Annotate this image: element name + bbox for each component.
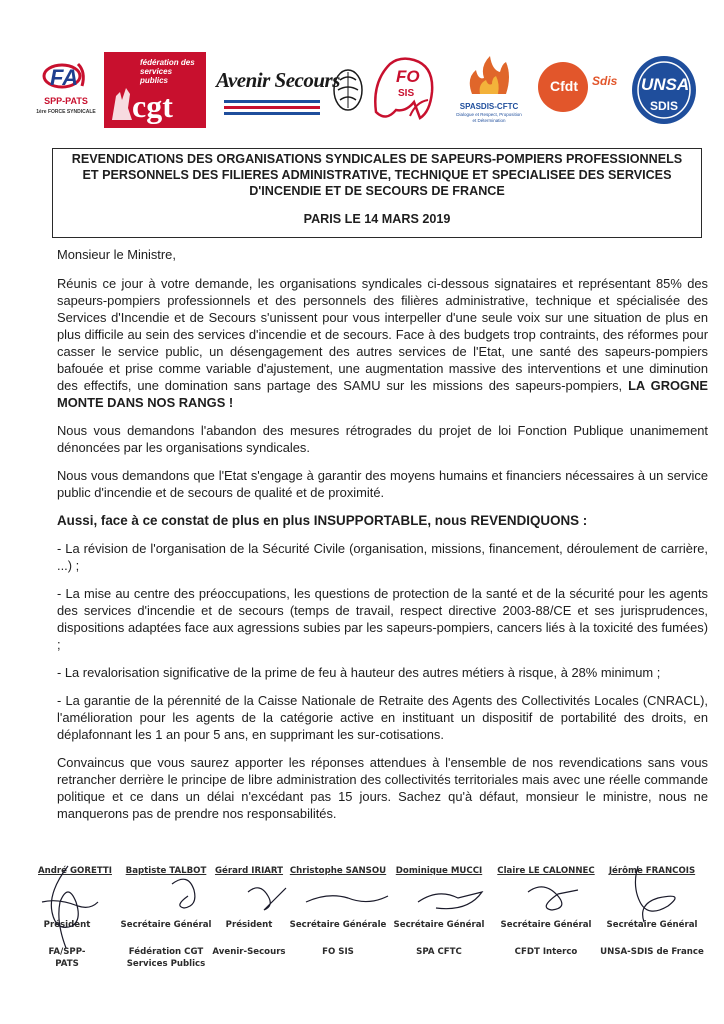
- signatory-role: Secrétaire Général: [393, 920, 485, 930]
- paragraph-1-end: !: [225, 395, 234, 410]
- signatory-name: Jérôme FRANCOIS: [608, 866, 696, 876]
- avenir-secours-text: Avenir Secours: [216, 68, 340, 92]
- paragraph-3: Nous vous demandons que l'Etat s'engage à garantir des moyens humains et financiers nécessaires à un service public d'incendie et de secours de qualité et de proximité.: [57, 468, 708, 500]
- signatory-name: André GORETTI: [38, 866, 112, 876]
- signature-1: [51, 866, 78, 948]
- signatory-org: SPA CFTC: [416, 947, 462, 957]
- letter-body: [57, 246, 708, 833]
- spasdis-slogan: Dialogue et Respect, Proposition et Détermination: [456, 112, 522, 123]
- unsa-text: UNSA: [641, 75, 690, 94]
- signatory-1: [38, 866, 112, 969]
- spasdis-cftc-logo: [448, 52, 530, 128]
- signatory-role: Président: [43, 920, 91, 930]
- signatory-org: FO SIS: [322, 947, 354, 957]
- union-logos-banner: [38, 52, 702, 128]
- demand-item-4: - La garantie de la pérennité de la Caisse Nationale de Retraite des Agents des Collectivités Locales (CNRACL), l'amélioration pour les agents de la catégorie active en instituant un dispositif de portabilité des droits, en déplafonnant les 1 an pour 5 ans, en supprimant les sur-cotisations.: [57, 693, 708, 742]
- title-line-3: D'INCENDIE ET DE SECOURS DE FRANCE: [249, 184, 505, 198]
- signatory-name: Dominique MUCCI: [395, 866, 483, 876]
- signature-4: [306, 896, 388, 902]
- signatory-7: [600, 866, 704, 957]
- demand-item-3: - La revalorisation significative de la prime de feu à hauteur des autres métiers à risque, à 28% minimum ;: [57, 665, 661, 680]
- fa-text: FA: [50, 65, 79, 90]
- signatory-role: Secrétaire Général: [606, 920, 698, 930]
- signatory-2: [120, 866, 212, 969]
- unsa-sdis-text: SDIS: [650, 99, 679, 113]
- demand-item-2: - La mise au centre des préoccupations, les questions de protection de la santé et de la sécurité pour les agents des services d'incendie et de secours (temps de travail, respect directive 2003-88/CE et ses jurisprudences, dispositions adaptées face aux agressions subies par les sapeurs-pompiers, cancers liés à la toxicité des fumées) ;: [57, 586, 708, 652]
- paragraph-1-text: Réunis ce jour à votre demande, les organisations syndicales ci-dessous signataires et représentant 85% des sapeurs-pompiers professionnels et des personnels des filières administrative, technique et spécialisée des Services d'Incendie et de Secours s'unissent pour vous interpeller d'une seule voix sur une situation de plus en plus difficile au sein des services d'incendie et de secours. Face à des budgets trop contraints, des réformes pour casser le service public, un désengagement des autres services de l'Etat, une santé des sapeurs-pompiers bafouée et prise comme variable d'ajustement, une augmentation massive des interventions et une diminution des effectifs, une domination sans partage des SAMU sur les missions des sapeurs-pompiers,: [57, 276, 708, 393]
- title-line-1: REVENDICATIONS DES ORGANISATIONS SYNDICALES DE SAPEURS-POMPIERS PROFESSIONNELS: [71, 152, 683, 166]
- cgt-logo: [104, 52, 206, 128]
- signatory-role: Secrétaire Générale: [289, 920, 387, 930]
- signatory-6: [490, 866, 602, 957]
- title-date: PARIS LE 14 MARS 2019: [303, 212, 451, 226]
- signatory-name: Christophe SANSOU: [289, 866, 387, 876]
- signatory-role: Secrétaire Général: [500, 920, 592, 930]
- cgt-federation-text: fédération des services publics: [140, 58, 195, 85]
- cfdt-sdis-text: Sdis: [592, 74, 618, 88]
- fo-text: FO: [396, 67, 420, 86]
- signatory-name: Claire LE CALONNEC: [497, 866, 595, 876]
- cgt-hand-icon: [108, 82, 136, 122]
- signature-3: [248, 888, 286, 910]
- flame-icon: [462, 54, 516, 98]
- paragraph-1-bold: LA GROGNE MONTE DANS NOS RANGS: [57, 378, 708, 410]
- signatory-4: [286, 866, 390, 957]
- closing-paragraph: Convaincus que vous saurez apporter les réponses attendues à l'ensemble de nos revendications sans vous retrancher derrière le principe de libre administration des collectivités territoriales mais avec une réelle commande politique et ce dans un délai n'excédant pas 15 jours. Sachez qu'à défaut, monsieur le ministre, nous ne manquerons pas de prendre nos responsabilités.: [57, 755, 708, 821]
- signatory-org: UNSA-SDIS de France: [600, 947, 704, 957]
- fa-spp-pats-logo: [38, 52, 94, 128]
- cfdt-text: Cfdt: [550, 78, 578, 94]
- paragraph-1: [57, 275, 708, 411]
- emblem-icon: [332, 66, 364, 114]
- signatory-name: Gérard IRIART: [214, 866, 284, 876]
- avenir-secours-logo: [216, 52, 340, 128]
- demand-item-1: - La révision de l'organisation de la Sécurité Civile (organisation, missions, financement, déroulement de carrière, ...) ;: [57, 541, 708, 573]
- salutation: Monsieur le Ministre,: [57, 247, 176, 262]
- signatory-role: Président: [225, 920, 273, 930]
- fa-slogan: 1ère FORCE SYNDICALE: [36, 109, 96, 115]
- signatory-5: [388, 866, 490, 957]
- title-box: [52, 148, 702, 238]
- paragraph-2: Nous vous demandons l'abandon des mesures rétrogrades du projet de loi Fonction Publique unanimement dénoncées par les organisations syndicales.: [57, 423, 708, 455]
- emblem-logo: [332, 52, 364, 128]
- signatory-org: Fédération CGT Services Publics: [126, 947, 206, 969]
- signatory-org: CFDT Interco: [514, 947, 578, 957]
- fo-sis-logo: [370, 52, 440, 128]
- sis-text: SIS: [398, 88, 415, 99]
- spasdis-cftc-text: SPASDIS-CFTC: [459, 102, 519, 111]
- signature-5: [418, 892, 482, 909]
- signatory-3: [210, 866, 288, 957]
- cgt-text: cgt: [132, 88, 173, 124]
- signature-6: [528, 887, 578, 910]
- signatory-org: Avenir-Secours: [212, 947, 286, 957]
- signatory-org: FA/SPP-PATS: [48, 947, 86, 969]
- cfdt-logo: [536, 52, 620, 128]
- signatory-role: Secrétaire Général: [120, 920, 212, 930]
- signatory-name: Baptiste TALBOT: [125, 866, 207, 876]
- fa-spp-pats-text: SPP-PATS: [44, 96, 88, 106]
- demands-lead: Aussi, face à ce constat de plus en plus INSUPPORTABLE, nous REVENDIQUONS :: [57, 513, 588, 528]
- signatures-block: [38, 866, 704, 976]
- signature-2: [172, 879, 195, 908]
- unsa-sdis-logo: [628, 52, 700, 128]
- title-line-2: ET PERSONNELS DES FILIERES ADMINISTRATIVE, TECHNIQUE ET SPECIALISEE DES SERVICES: [82, 168, 672, 182]
